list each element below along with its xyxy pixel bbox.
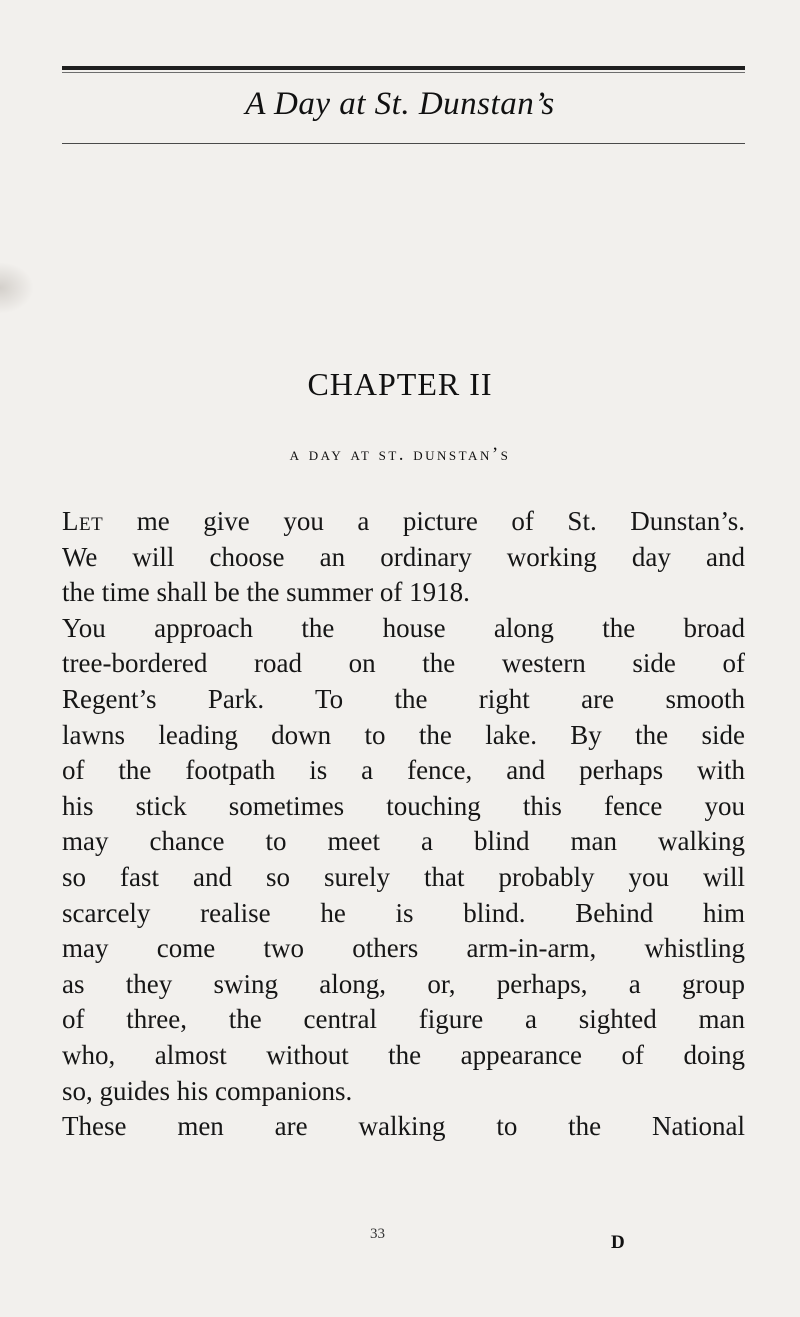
body-line-3: the time shall be the summer of 1918. <box>62 577 470 608</box>
body-line-17: so, guides his companions. <box>62 1075 353 1106</box>
running-head: A Day at St. Dunstan’s <box>245 86 555 122</box>
page-smudge <box>0 262 34 314</box>
body-line-10: may chance to meet a blind man walking <box>62 826 745 857</box>
body-line-8: of the footpath is a fence, and perhaps with <box>62 755 745 786</box>
body-line-7: lawns leading down to the lake. By the side <box>62 719 745 750</box>
body-line-14: as they swing along, or, perhaps, a group <box>62 968 745 999</box>
body-line-text: me give you a picture of St. Dunstan’s. <box>103 506 745 536</box>
body-line-1 <box>62 504 745 540</box>
page-number: 33 <box>370 1226 385 1242</box>
chapter-title: CHAPTER II <box>307 366 493 402</box>
body-line-6: Regent’s Park. To the right are smooth <box>62 683 745 714</box>
signature-mark: D <box>611 1232 625 1253</box>
body-line-9: his stick sometimes touching this fence you <box>62 790 745 821</box>
chapter-subtitle: a day at st. dunstan’s <box>289 444 511 465</box>
body-line-2: We will choose an ordinary working day and <box>62 541 745 572</box>
body-line-5: tree-bordered road on the western side of <box>62 648 745 679</box>
body-line-11: so fast and so surely that probably you will <box>62 861 745 892</box>
body-text <box>62 504 745 1145</box>
body-line-13: may come two others arm-in-arm, whistling <box>62 933 745 964</box>
opening-word: Let <box>62 506 104 536</box>
body-line-16: who, almost without the appearance of doing <box>62 1039 745 1070</box>
body-line-18: These men are walking to the National <box>62 1111 745 1142</box>
header-rule-bottom <box>62 143 745 144</box>
body-line-15: of three, the central figure a sighted man <box>62 1004 745 1035</box>
body-line-12: scarcely realise he is blind. Behind him <box>62 897 745 928</box>
header-rule-thick <box>62 66 745 70</box>
body-line-4: You approach the house along the broad <box>62 612 745 643</box>
header-rule-thin <box>62 72 745 73</box>
